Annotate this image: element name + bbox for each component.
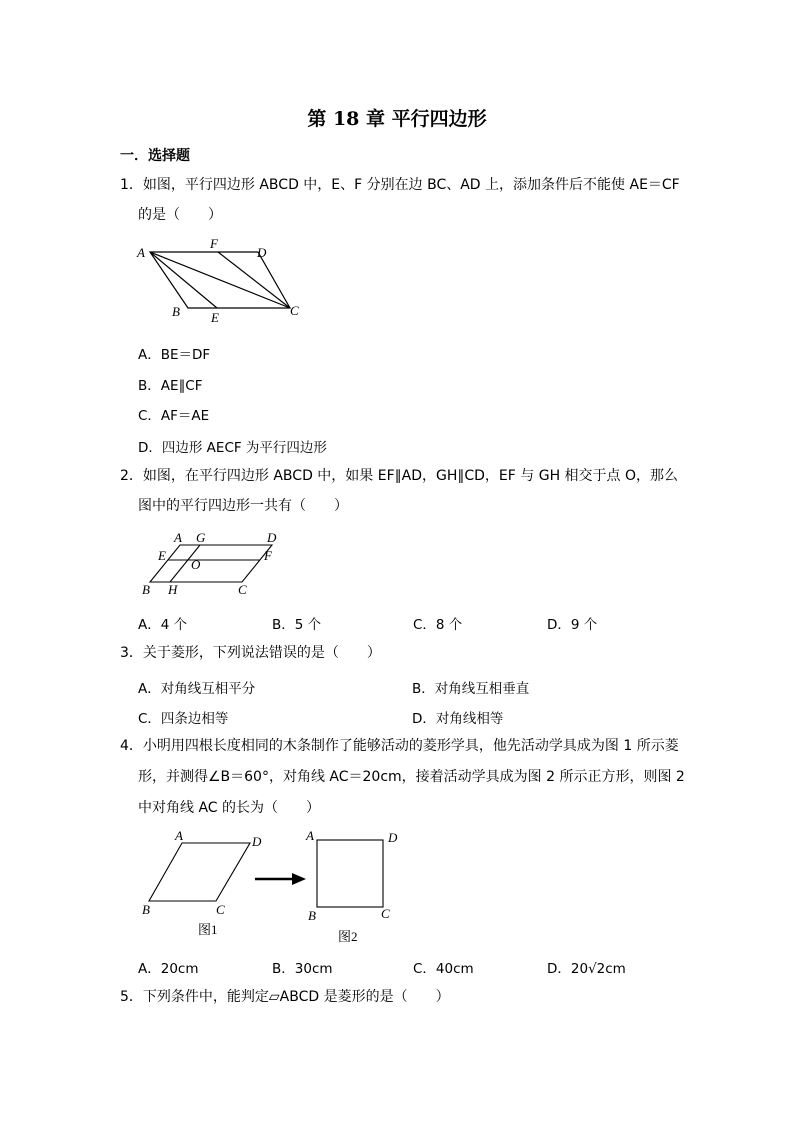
question-4-option-c: C．40cm [413, 961, 474, 977]
rhombus-figure-1 [149, 843, 250, 901]
label-o: O [191, 557, 201, 572]
fig1-label-d: D [252, 834, 262, 849]
question-2-option-a: A．4 个 [138, 617, 188, 633]
fig2-label-b: B [308, 908, 316, 923]
fig2-label-a: A [306, 828, 314, 843]
label-e: E [211, 310, 219, 325]
question-3-option-b: B．对角线互相垂直 [412, 681, 530, 697]
question-4-option-a: A．20cm [138, 961, 199, 977]
question-4-option-d: D．20√2cm [547, 961, 626, 977]
segment-fc [218, 252, 290, 308]
question-3-option-a: A．对角线互相平分 [138, 681, 256, 697]
label-d: D [267, 530, 277, 545]
question-4-line-2: 形，并测得∠B＝60°，对角线 AC＝20cm，接着活动学具成为图 2 所示正方形，则图 2 [138, 769, 685, 785]
label-b: B [172, 304, 180, 319]
label-f: F [210, 236, 218, 251]
question-1-option-c: C．AF＝AE [138, 408, 210, 424]
question-5-line-1: 5．下列条件中，能判定▱ABCD 是菱形的是（ ） [120, 989, 450, 1005]
arrow-head [292, 873, 306, 885]
diagonal-ac [150, 252, 290, 308]
parallelogram-abcd [150, 545, 272, 582]
question-1-option-a: A．BE＝DF [138, 347, 211, 363]
label-c: C [238, 582, 247, 597]
question-3-option-d: D．对角线相等 [412, 711, 504, 727]
fig2-label-d: D [388, 830, 398, 845]
question-3-option-c: C．四条边相等 [138, 711, 229, 727]
question-4-figures [130, 826, 410, 950]
label-h: H [168, 582, 178, 597]
question-2-option-c: C．8 个 [413, 617, 463, 633]
question-1-option-b: B．AE∥CF [138, 378, 203, 394]
label-g: G [196, 530, 206, 545]
fig1-label-a: A [175, 828, 183, 843]
label-a: A [137, 245, 145, 260]
label-a: A [174, 530, 182, 545]
question-2-figure [138, 530, 288, 602]
section-heading: 一．选择题 [120, 148, 190, 164]
label-d: D [257, 245, 267, 260]
question-4-option-b: B．30cm [272, 961, 333, 977]
question-2-line-1: 2．如图，在平行四边形 ABCD 中，如果 EF∥AD，GH∥CD，EF 与 GH 相交于点 O，那么 [120, 468, 679, 484]
square-figure-2 [317, 840, 383, 907]
question-2-option-d: D．9 个 [547, 617, 598, 633]
fig2-label-c: C [381, 906, 390, 921]
label-e: E [158, 548, 166, 563]
segment-ae [150, 252, 217, 308]
fig1-label-c: C [216, 902, 225, 917]
question-1-option-d: D．四边形 AECF 为平行四边形 [138, 440, 327, 456]
question-4-line-1: 4．小明用四根长度相同的木条制作了能够活动的菱形学具，他先活动学具成为图 1 所示菱 [120, 738, 679, 754]
question-4-line-3: 中对角线 AC 的长为（ ） [138, 800, 321, 816]
page-title: 第 18 章 平行四边形 [307, 108, 487, 130]
fig1-caption: 图1 [198, 922, 218, 937]
question-3-line-1: 3．关于菱形，下列说法错误的是（ ） [120, 645, 381, 661]
question-1-line-1: 1．如图，平行四边形 ABCD 中，E、F 分别在边 BC、AD 上，添加条件后不能使 AE＝CF [120, 177, 680, 193]
question-1-line-2: 的是（ ） [138, 207, 222, 223]
fig2-caption: 图2 [338, 929, 358, 944]
label-c: C [290, 303, 299, 318]
question-2-line-2: 图中的平行四边形一共有（ ） [138, 498, 348, 514]
label-f: F [264, 548, 272, 563]
label-b: B [142, 582, 150, 597]
question-2-option-b: B．5 个 [272, 617, 322, 633]
question-1-figure [130, 236, 310, 328]
fig1-label-b: B [142, 902, 150, 917]
